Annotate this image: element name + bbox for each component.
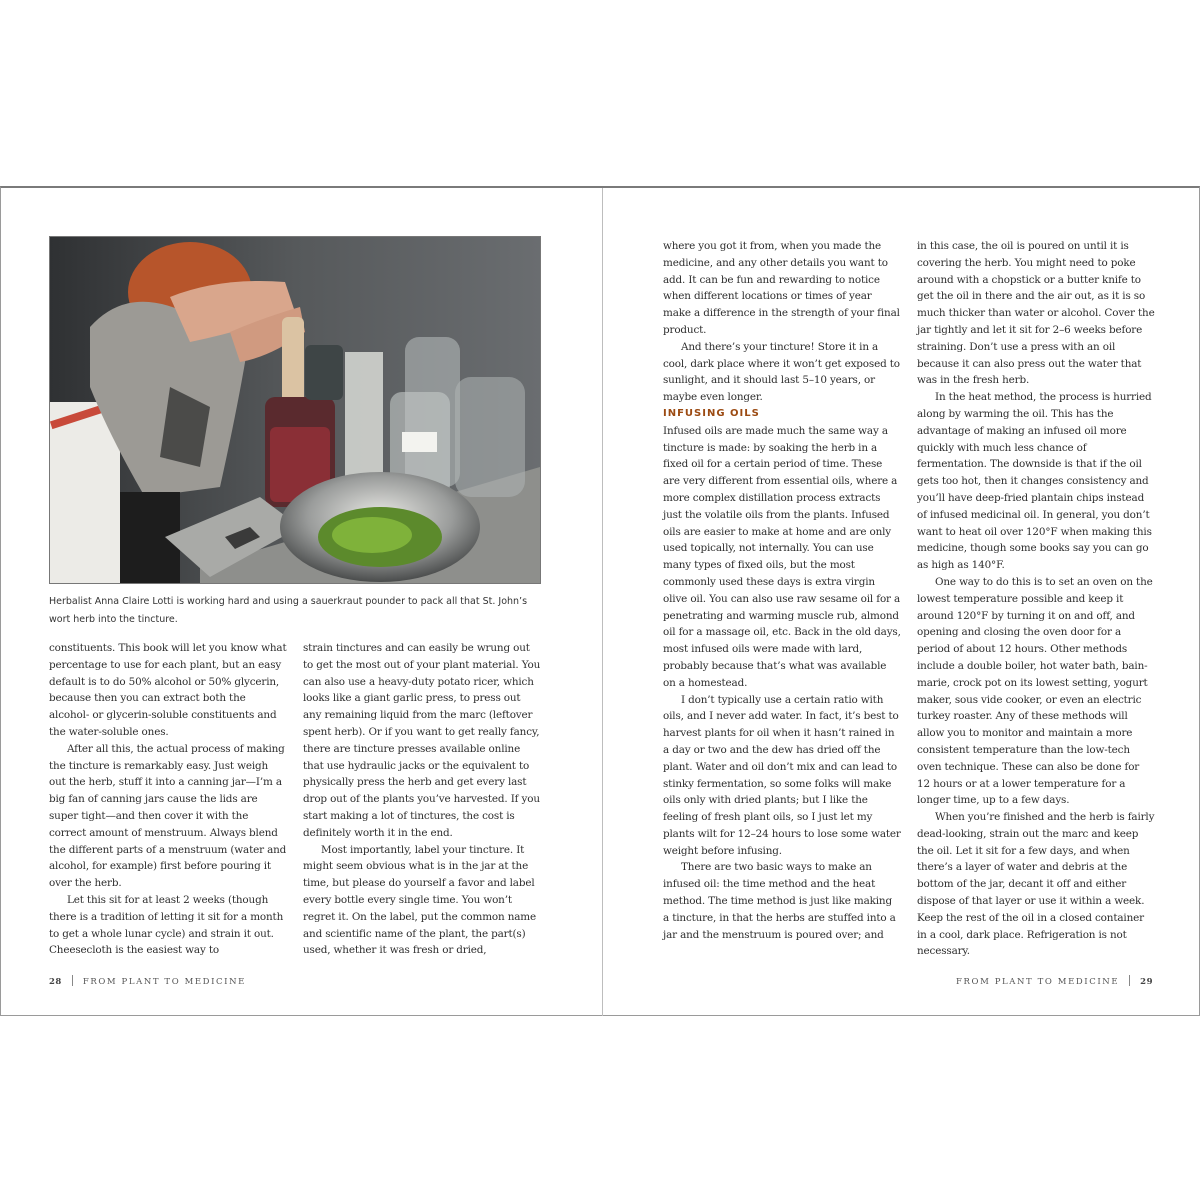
page-gutter [602, 188, 603, 1016]
section-heading: INFUSING OILS [663, 407, 760, 419]
photo-illustration [50, 237, 540, 583]
right-page-column-1 [663, 238, 901, 943]
left-page-footer [49, 975, 246, 987]
paragraph: There are two basic ways to make an infused oil: the time method and the heat method. The time method is just like making a tincture, in that the herbs are stuffed into a jar and the menstruum is poured over; and [663, 861, 896, 941]
paragraph: One way to do this is to set an oven on the lowest temperature possible and keep it around 120°F by turning it on and off, and opening and closing the oven door for a period of about 12 hours. Other methods include a double boiler, hot water bath, bain-marie, crock pot on its lowest setting, yogurt maker, sous vide cooker, or even an electric turkey roaster. Any of these methods will allow you to monitor and maintain a more consistent temperature than the low-tech oven technique. These can also be done for 12 hours or at a lower temperature for a longer time, up to a few days. [917, 575, 1153, 807]
paragraph: where you got it from, when you made the medicine, and any other details you want to add. It can be fun and rewarding to notice when different locations or times of year make a difference in the strength of your final product. [663, 240, 900, 336]
paragraph: In the heat method, the process is hurried along by warming the oil. This has the advantage of making an infused oil more quickly with much less chance of fermentation. The downside is that if the oil gets too hot, then it changes consistency and you’ll have deep-fried plantain chips instead of infused medicinal oil. In general, you don’t want to heat oil over 120°F when making this medicine, though some books say you can go as high as 140°F. [917, 391, 1152, 572]
page-number: 29 [1140, 977, 1153, 987]
paragraph: Most importantly, label your tincture. It might seem obvious what is in the jar at the time, but please do yourself a favor and label every bottle every single time. You won’t regret it. On the label, put the common name and scientific name of the plant, the part(s) used, whether it was fresh or dried, [303, 843, 537, 957]
paragraph: strain tinctures and can easily be wrung out to get the most out of your plant material. You can also use a heavy-duty potato ricer, which looks like a giant garlic press, to press out any remaining liquid from the marc (leftover spent herb). Or if you want to get really fancy, there are tincture presses available online that use hydraulic jacks or the equivalent to physically press the herb and get every last drop out of the plants you’ve harvested. If you start making a lot of tinctures, the cost is definitely worth it in the end. [303, 642, 541, 839]
right-page-footer [956, 975, 1153, 987]
paragraph: After all this, the actual process of making the tincture is remarkably easy. Just weigh out the herb, stuff it into a canning jar—I’m a big fan of canning jars cause the lids are super tight—and then cover it with the correct amount of menstruum. Always blend the different parts of a menstruum (water and alcohol, for example) first before pouring it over the herb. [49, 742, 287, 890]
photo-caption: Herbalist Anna Claire Lotti is working hard and using a sauerkraut pounder to pack all that St. John’s wort herb into the tincture. [49, 596, 528, 625]
running-title: FROM PLANT TO MEDICINE [956, 977, 1120, 987]
book-spread [0, 186, 1200, 1016]
tincture-photo [49, 236, 541, 584]
paragraph: When you’re finished and the herb is fairly dead-looking, strain out the marc and keep the oil. Let it sit for a few days, and when there’s a layer of water and debris at the bottom of the jar, decant it off and either dispose of that layer or use it within a week. Keep the rest of the oil in a closed container in a cool, dark place. Refrigeration is not necessary. [917, 811, 1155, 958]
paragraph: constituents. This book will let you know what percentage to use for each plant, but an easy default is to do 50% alcohol or 50% glycerin, because then you can extract both the alcohol- or glycerin-soluble constituents and the water-soluble ones. [49, 642, 287, 738]
paragraph: I don’t typically use a certain ratio with oils, and I never add water. In fact, it’s best to harvest plants for oil when it hasn’t rained in a day or two and the dew has dried off the plant. Water and oil don’t mix and can lead to stinky fermentation, so some folks will make oils only with dried plants; but I like the feeling of fresh plant oils, so I just let my plants wilt for 12–24 hours to lose some water weight before infusing. [663, 693, 901, 857]
page-number: 28 [49, 977, 62, 987]
footer-divider [72, 975, 73, 986]
right-page-column-2 [917, 238, 1155, 960]
running-title: FROM PLANT TO MEDICINE [82, 977, 246, 987]
paragraph: Let this sit for at least 2 weeks (though there is a tradition of letting it sit for a month to get a whole lunar cycle) and strain it out. Cheesecloth is the easiest way to [49, 893, 284, 957]
paragraph: Infused oils are made much the same way a tincture is made: by soaking the herb in a fixed oil for a certain period of time. These are very different from essential oils, where a more complex distillation process extracts just the volatile oils from the plants. Infused oils are easier to make at home and are only used topically, not internally. You can use many types of fixed oils, but the most commonly used these days is extra virgin olive oil. You can also use raw sesame oil for a penetrating and warming muscle rub, almond oil for a massage oil, etc. Back in the old days, most infused oils were made with lard, probably because that’s what was available on a homestead. [663, 424, 901, 689]
paragraph: in this case, the oil is poured on until it is covering the herb. You might need to poke around with a chopstick or a butter knife to get the oil in there and the air out, as it is so much thicker than water or alcohol. Cover the jar tightly and let it sit for 2–6 weeks before straining. Don’t use a press with an oil because it can also press out the water that was in the fresh herb. [917, 240, 1155, 387]
footer-divider [1129, 975, 1130, 986]
left-page-column-1 [49, 640, 287, 959]
paragraph: And there’s your tincture! Store it in a cool, dark place where it won’t get exposed to sunlight, and it should last 5–10 years, or maybe even longer. [663, 340, 900, 404]
left-page-column-2 [303, 640, 541, 959]
